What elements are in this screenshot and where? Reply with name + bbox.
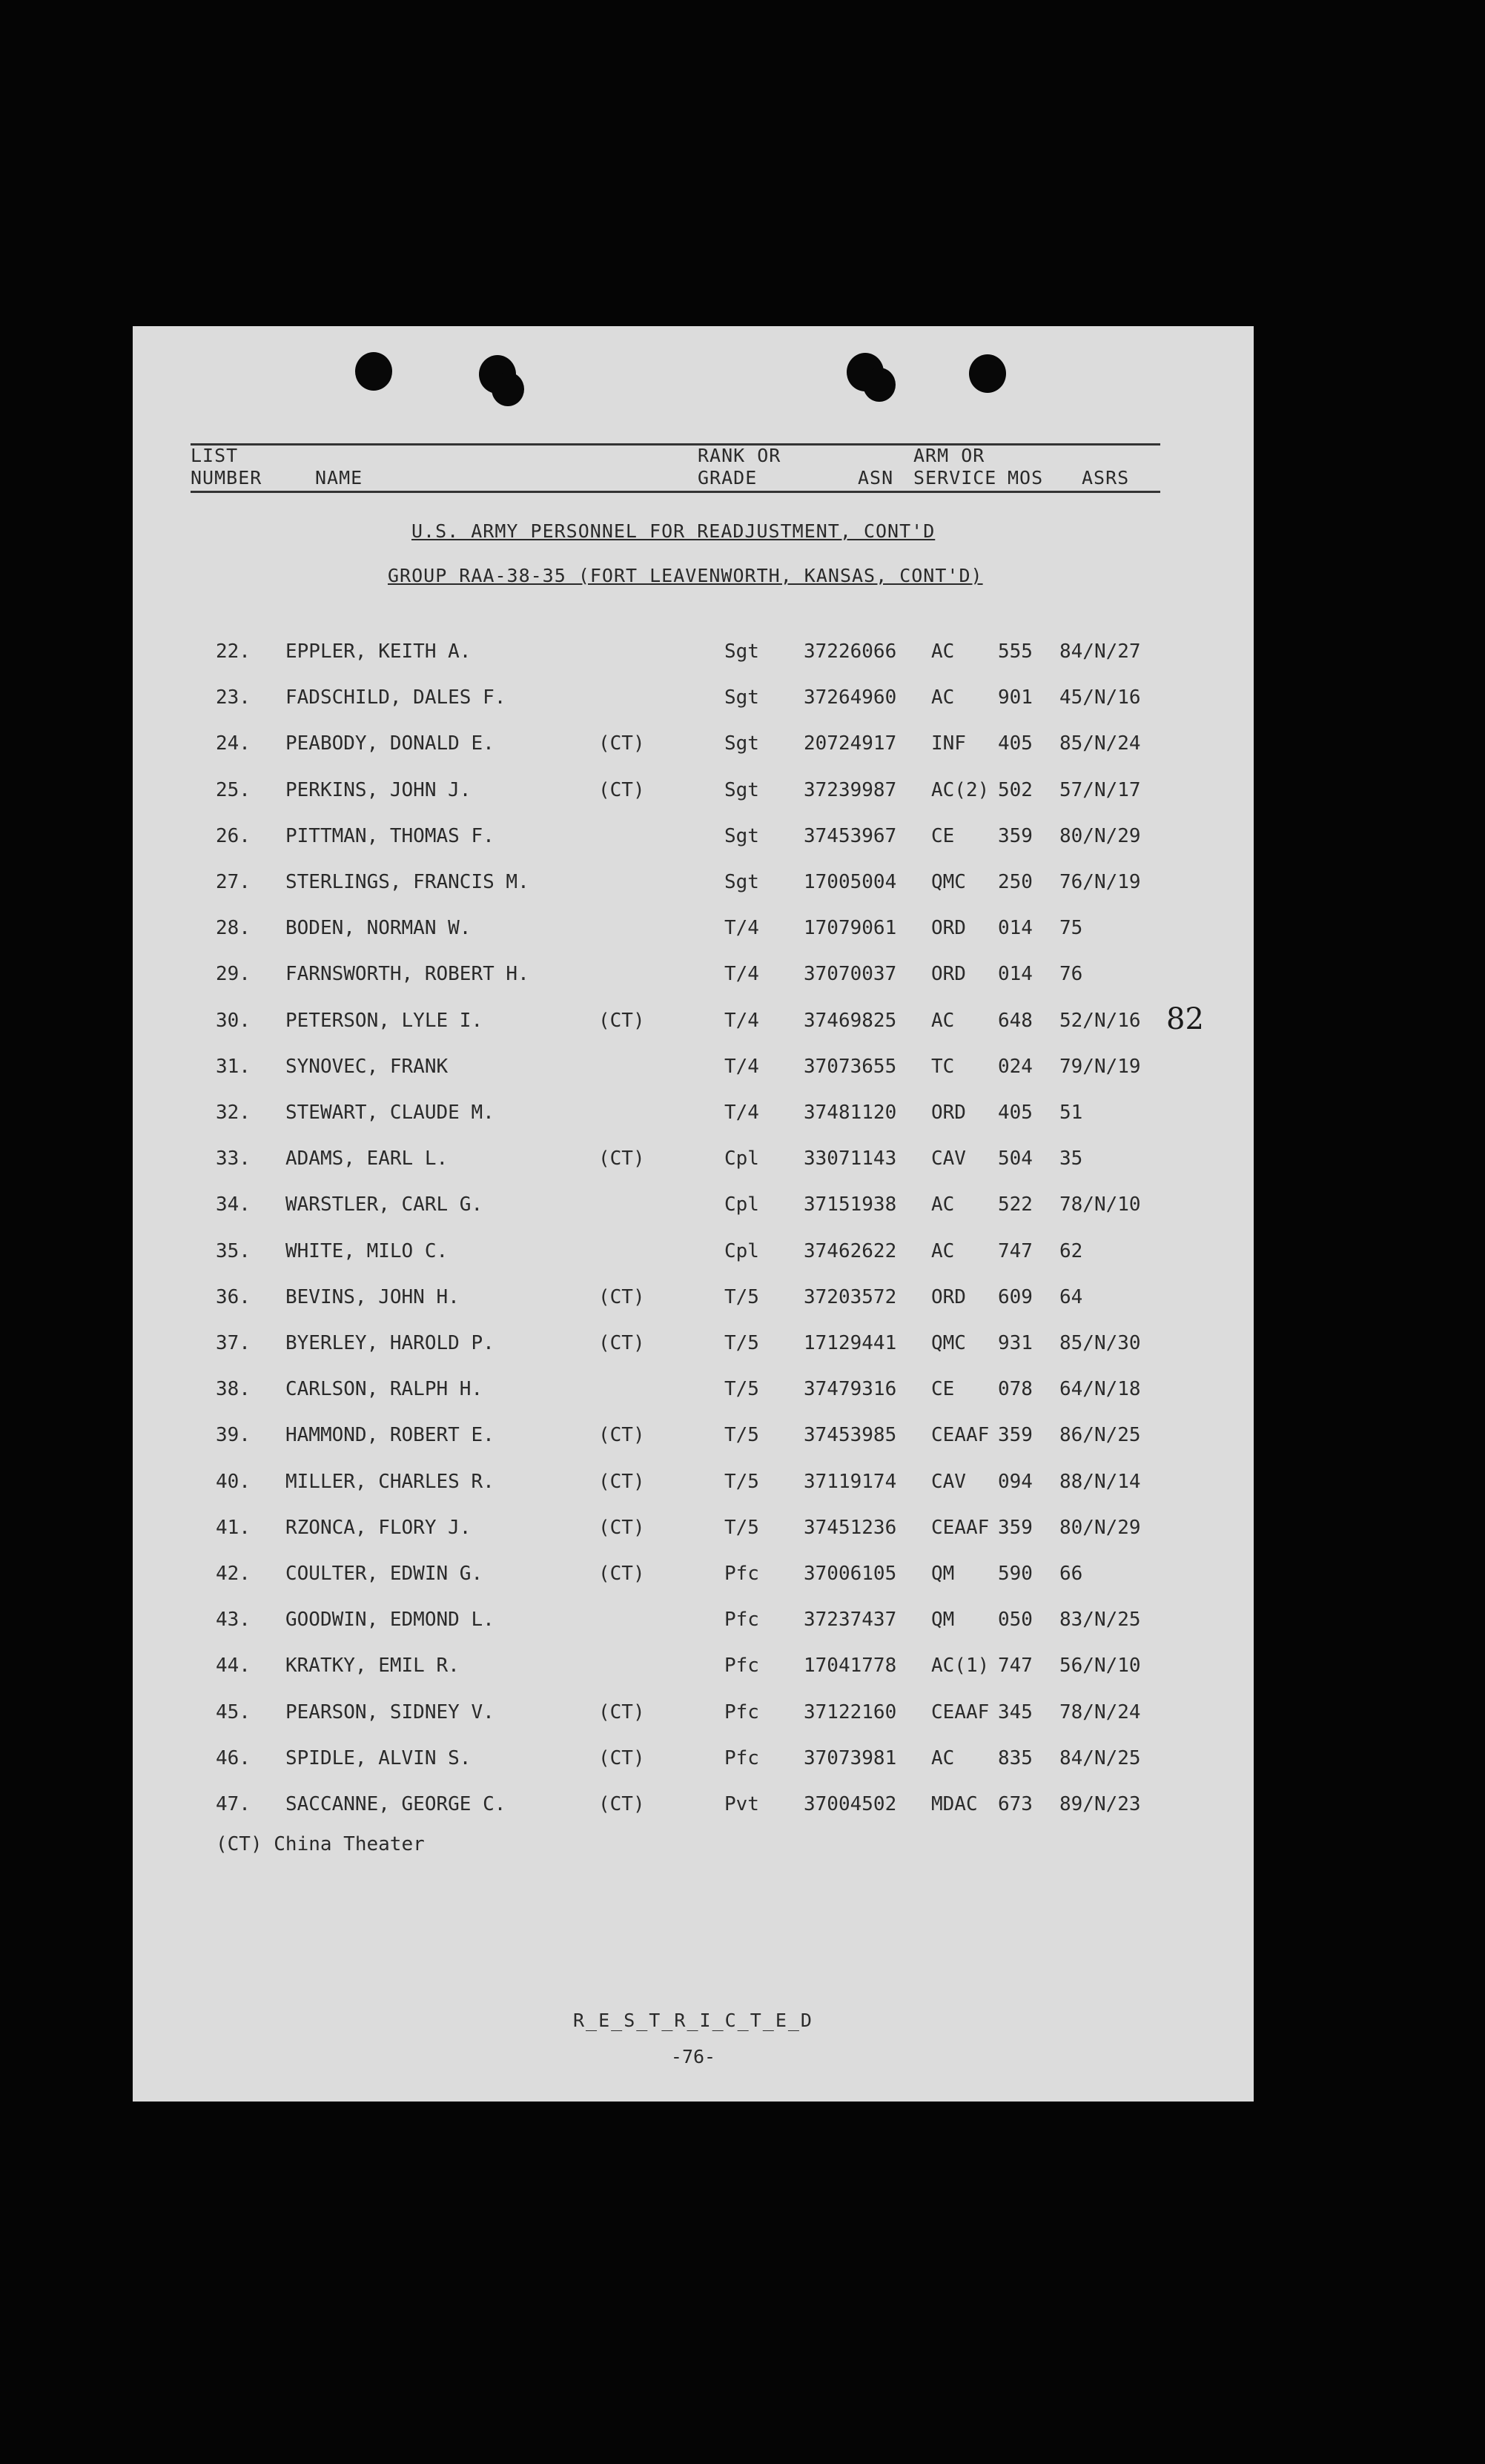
cell-mos: 747 xyxy=(998,1240,1033,1262)
cell-mos: 747 xyxy=(998,1655,1033,1677)
table-row xyxy=(133,1559,1254,1589)
cell-arm: TC xyxy=(931,1056,955,1078)
cell-arm: CE xyxy=(931,825,955,847)
table-row xyxy=(133,729,1254,758)
col-name: NAME xyxy=(315,467,363,489)
table-row xyxy=(133,1513,1254,1543)
cell-asn: 37073981 xyxy=(804,1747,897,1769)
cell-mos: 078 xyxy=(998,1378,1033,1400)
cell-name: WHITE, MILO C. xyxy=(285,1240,449,1262)
footnote: (CT) China Theater xyxy=(216,1833,425,1855)
table-row xyxy=(133,1789,1254,1819)
table-row xyxy=(133,1190,1254,1219)
cell-asrs: 56/N/10 xyxy=(1059,1655,1141,1677)
cell-mos: 014 xyxy=(998,917,1033,939)
cell-asn: 37122160 xyxy=(804,1701,897,1723)
cell-asrs: 84/N/25 xyxy=(1059,1747,1141,1769)
cell-ct: (CT) xyxy=(598,1286,645,1308)
cell-rank: Pvt xyxy=(724,1793,759,1815)
table-row xyxy=(133,1144,1254,1173)
cell-rank: T/5 xyxy=(724,1286,759,1308)
cell-arm: CAV xyxy=(931,1147,966,1170)
cell-name: BODEN, NORMAN W. xyxy=(285,917,472,939)
cell-asn: 37453985 xyxy=(804,1424,897,1446)
cell-num: 41. xyxy=(216,1517,251,1539)
cell-arm: CE xyxy=(931,1378,955,1400)
cell-ct: (CT) xyxy=(598,1747,645,1769)
cell-arm: QM xyxy=(931,1563,955,1585)
cell-asrs: 89/N/23 xyxy=(1059,1793,1141,1815)
cell-num: 32. xyxy=(216,1102,251,1124)
cell-asrs: 64/N/18 xyxy=(1059,1378,1141,1400)
page-title: U.S. ARMY PERSONNEL FOR READJUSTMENT, CONT'D xyxy=(411,520,936,542)
cell-arm: INF xyxy=(931,732,966,755)
cell-asn: 37453967 xyxy=(804,825,897,847)
cell-num: 40. xyxy=(216,1471,251,1493)
cell-name: PITTMAN, THOMAS F. xyxy=(285,825,495,847)
cell-num: 36. xyxy=(216,1286,251,1308)
cell-ct: (CT) xyxy=(598,1147,645,1170)
cell-num: 37. xyxy=(216,1332,251,1354)
cell-ct: (CT) xyxy=(598,1701,645,1723)
cell-asn: 37479316 xyxy=(804,1378,897,1400)
cell-name: MILLER, CHARLES R. xyxy=(285,1471,495,1493)
cell-asrs: 35 xyxy=(1059,1147,1083,1170)
cell-asrs: 83/N/25 xyxy=(1059,1609,1141,1631)
cell-arm: AC xyxy=(931,1010,955,1032)
cell-num: 27. xyxy=(216,871,251,893)
cell-asn: 37070037 xyxy=(804,963,897,985)
cell-num: 39. xyxy=(216,1424,251,1446)
cell-name: WARSTLER, CARL G. xyxy=(285,1193,483,1216)
cell-asrs: 78/N/10 xyxy=(1059,1193,1141,1216)
cell-name: PEABODY, DONALD E. xyxy=(285,732,495,755)
cell-num: 44. xyxy=(216,1655,251,1677)
table-row xyxy=(133,775,1254,805)
cell-arm: AC(1) xyxy=(931,1655,990,1677)
cell-mos: 359 xyxy=(998,1424,1033,1446)
col-arm-line1: ARM OR xyxy=(913,445,985,466)
cell-num: 34. xyxy=(216,1193,251,1216)
cell-asrs: 45/N/16 xyxy=(1059,686,1141,709)
punch-hole xyxy=(969,354,1006,393)
cell-rank: T/5 xyxy=(724,1471,759,1493)
cell-mos: 648 xyxy=(998,1010,1033,1032)
cell-num: 33. xyxy=(216,1147,251,1170)
cell-num: 22. xyxy=(216,640,251,663)
cell-num: 25. xyxy=(216,779,251,801)
cell-mos: 094 xyxy=(998,1471,1033,1493)
cell-asrs: 75 xyxy=(1059,917,1083,939)
cell-name: COULTER, EDWIN G. xyxy=(285,1563,483,1585)
header-rule-bottom xyxy=(191,491,1160,493)
cell-arm: AC xyxy=(931,1240,955,1262)
punch-hole xyxy=(863,368,896,402)
table-row xyxy=(133,1328,1254,1358)
col-asrs: ASRS xyxy=(1082,467,1130,489)
cell-num: 43. xyxy=(216,1609,251,1631)
cell-ct: (CT) xyxy=(598,1424,645,1446)
cell-asn: 37481120 xyxy=(804,1102,897,1124)
cell-asn: 17129441 xyxy=(804,1332,897,1354)
cell-arm: CEAAF xyxy=(931,1701,990,1723)
cell-asn: 33071143 xyxy=(804,1147,897,1170)
cell-name: SPIDLE, ALVIN S. xyxy=(285,1747,472,1769)
table-row xyxy=(133,1420,1254,1450)
cell-name: STEWART, CLAUDE M. xyxy=(285,1102,495,1124)
cell-rank: Cpl xyxy=(724,1240,759,1262)
col-mos: MOS xyxy=(1008,467,1044,489)
cell-rank: Pfc xyxy=(724,1563,759,1585)
cell-name: FARNSWORTH, ROBERT H. xyxy=(285,963,529,985)
cell-arm: AC xyxy=(931,1193,955,1216)
cell-asrs: 57/N/17 xyxy=(1059,779,1141,801)
cell-mos: 405 xyxy=(998,1102,1033,1124)
cell-name: EPPLER, KEITH A. xyxy=(285,640,472,663)
cell-name: STERLINGS, FRANCIS M. xyxy=(285,871,529,893)
cell-num: 30. xyxy=(216,1010,251,1032)
cell-mos: 405 xyxy=(998,732,1033,755)
cell-mos: 504 xyxy=(998,1147,1033,1170)
table-row xyxy=(133,1374,1254,1404)
cell-name: KRATKY, EMIL R. xyxy=(285,1655,460,1677)
cell-mos: 609 xyxy=(998,1286,1033,1308)
cell-asn: 17005004 xyxy=(804,871,897,893)
cell-asrs: 80/N/29 xyxy=(1059,1517,1141,1539)
cell-asn: 37264960 xyxy=(804,686,897,709)
table-row xyxy=(133,683,1254,712)
table-row xyxy=(133,1098,1254,1127)
cell-num: 46. xyxy=(216,1747,251,1769)
cell-name: FADSCHILD, DALES F. xyxy=(285,686,506,709)
cell-ct: (CT) xyxy=(598,1563,645,1585)
cell-rank: Sgt xyxy=(724,825,759,847)
page-number: -76- xyxy=(670,2046,716,2067)
cell-num: 38. xyxy=(216,1378,251,1400)
cell-asrs: 76/N/19 xyxy=(1059,871,1141,893)
cell-arm: ORD xyxy=(931,1102,966,1124)
cell-mos: 345 xyxy=(998,1701,1033,1723)
cell-asrs: 88/N/14 xyxy=(1059,1471,1141,1493)
table-row xyxy=(133,959,1254,989)
cell-rank: T/4 xyxy=(724,1010,759,1032)
cell-rank: Cpl xyxy=(724,1147,759,1170)
col-list-line1: LIST xyxy=(191,445,239,466)
cell-asn: 17079061 xyxy=(804,917,897,939)
cell-rank: T/5 xyxy=(724,1332,759,1354)
cell-num: 35. xyxy=(216,1240,251,1262)
table-row xyxy=(133,821,1254,851)
cell-name: SYNOVEC, FRANK xyxy=(285,1056,449,1078)
col-arm-line2: SERVICE xyxy=(913,467,997,489)
cell-ct: (CT) xyxy=(598,1517,645,1539)
cell-rank: Sgt xyxy=(724,732,759,755)
table-row xyxy=(133,1282,1254,1312)
cell-num: 45. xyxy=(216,1701,251,1723)
cell-asn: 37469825 xyxy=(804,1010,897,1032)
cell-arm: ORD xyxy=(931,1286,966,1308)
cell-name: CARLSON, RALPH H. xyxy=(285,1378,483,1400)
cell-name: ADAMS, EARL L. xyxy=(285,1147,449,1170)
table-row xyxy=(133,1052,1254,1082)
cell-arm: MDAC xyxy=(931,1793,978,1815)
cell-rank: Sgt xyxy=(724,779,759,801)
cell-ct: (CT) xyxy=(598,1010,645,1032)
cell-arm: QMC xyxy=(931,1332,966,1354)
cell-mos: 555 xyxy=(998,640,1033,663)
cell-mos: 024 xyxy=(998,1056,1033,1078)
table-row xyxy=(133,913,1254,943)
cell-asrs: 64 xyxy=(1059,1286,1083,1308)
cell-num: 31. xyxy=(216,1056,251,1078)
restricted-marking: R_E_S_T_R_I_C_T_E_D xyxy=(573,2010,813,2031)
cell-asn: 37073655 xyxy=(804,1056,897,1078)
cell-asn: 37462622 xyxy=(804,1240,897,1262)
cell-mos: 673 xyxy=(998,1793,1033,1815)
cell-name: BYERLEY, HAROLD P. xyxy=(285,1332,495,1354)
cell-asn: 37151938 xyxy=(804,1193,897,1216)
table-row xyxy=(133,1605,1254,1635)
cell-asrs: 66 xyxy=(1059,1563,1083,1585)
cell-num: 24. xyxy=(216,732,251,755)
cell-arm: QM xyxy=(931,1609,955,1631)
cell-asn: 37239987 xyxy=(804,779,897,801)
cell-name: HAMMOND, ROBERT E. xyxy=(285,1424,495,1446)
cell-rank: Sgt xyxy=(724,640,759,663)
col-asn: ASN xyxy=(858,467,894,489)
cell-mos: 502 xyxy=(998,779,1033,801)
cell-asn: 37226066 xyxy=(804,640,897,663)
cell-name: GOODWIN, EDMOND L. xyxy=(285,1609,495,1631)
cell-name: SACCANNE, GEORGE C. xyxy=(285,1793,506,1815)
cell-asn: 37203572 xyxy=(804,1286,897,1308)
cell-arm: AC xyxy=(931,1747,955,1769)
cell-arm: CEAAF xyxy=(931,1517,990,1539)
cell-name: PETERSON, LYLE I. xyxy=(285,1010,483,1032)
cell-asn: 37451236 xyxy=(804,1517,897,1539)
cell-rank: T/5 xyxy=(724,1517,759,1539)
cell-ct: (CT) xyxy=(598,779,645,801)
cell-num: 28. xyxy=(216,917,251,939)
cell-arm: CEAAF xyxy=(931,1424,990,1446)
cell-asrs: 86/N/25 xyxy=(1059,1424,1141,1446)
cell-rank: Pfc xyxy=(724,1701,759,1723)
cell-arm: AC(2) xyxy=(931,779,990,801)
cell-asrs: 76 xyxy=(1059,963,1083,985)
table-row xyxy=(133,1698,1254,1727)
cell-arm: AC xyxy=(931,686,955,709)
cell-arm: ORD xyxy=(931,917,966,939)
cell-asn: 17041778 xyxy=(804,1655,897,1677)
cell-rank: T/4 xyxy=(724,963,759,985)
cell-num: 29. xyxy=(216,963,251,985)
cell-num: 47. xyxy=(216,1793,251,1815)
cell-arm: QMC xyxy=(931,871,966,893)
cell-asrs: 52/N/16 xyxy=(1059,1010,1141,1032)
cell-rank: T/5 xyxy=(724,1378,759,1400)
cell-num: 26. xyxy=(216,825,251,847)
cell-asrs: 85/N/24 xyxy=(1059,732,1141,755)
cell-asrs: 78/N/24 xyxy=(1059,1701,1141,1723)
cell-mos: 250 xyxy=(998,871,1033,893)
cell-ct: (CT) xyxy=(598,732,645,755)
cell-rank: T/4 xyxy=(724,1102,759,1124)
cell-rank: T/5 xyxy=(724,1424,759,1446)
cell-mos: 050 xyxy=(998,1609,1033,1631)
cell-mos: 522 xyxy=(998,1193,1033,1216)
cell-rank: Pfc xyxy=(724,1655,759,1677)
cell-ct: (CT) xyxy=(598,1793,645,1815)
cell-rank: Sgt xyxy=(724,686,759,709)
cell-asn: 37237437 xyxy=(804,1609,897,1631)
cell-asn: 37006105 xyxy=(804,1563,897,1585)
table-row xyxy=(133,1651,1254,1680)
cell-asrs: 84/N/27 xyxy=(1059,640,1141,663)
cell-mos: 901 xyxy=(998,686,1033,709)
cell-ct: (CT) xyxy=(598,1332,645,1354)
cell-asn: 37004502 xyxy=(804,1793,897,1815)
cell-rank: Pfc xyxy=(724,1747,759,1769)
document-page xyxy=(133,326,1254,2102)
cell-name: BEVINS, JOHN H. xyxy=(285,1286,460,1308)
cell-asn: 37119174 xyxy=(804,1471,897,1493)
table-row xyxy=(133,867,1254,897)
punch-hole xyxy=(355,352,392,391)
cell-arm: AC xyxy=(931,640,955,663)
cell-asn: 20724917 xyxy=(804,732,897,755)
table-row xyxy=(133,1236,1254,1266)
cell-name: PERKINS, JOHN J. xyxy=(285,779,472,801)
cell-asrs: 85/N/30 xyxy=(1059,1332,1141,1354)
cell-asrs: 80/N/29 xyxy=(1059,825,1141,847)
cell-num: 23. xyxy=(216,686,251,709)
col-rank-line1: RANK OR xyxy=(698,445,781,466)
cell-asrs: 51 xyxy=(1059,1102,1083,1124)
cell-name: PEARSON, SIDNEY V. xyxy=(285,1701,495,1723)
cell-rank: Pfc xyxy=(724,1609,759,1631)
table-row xyxy=(133,1743,1254,1773)
cell-asrs: 79/N/19 xyxy=(1059,1056,1141,1078)
cell-mos: 359 xyxy=(998,1517,1033,1539)
cell-mos: 931 xyxy=(998,1332,1033,1354)
cell-ct: (CT) xyxy=(598,1471,645,1493)
table-row xyxy=(133,637,1254,666)
cell-mos: 590 xyxy=(998,1563,1033,1585)
cell-num: 42. xyxy=(216,1563,251,1585)
cell-mos: 014 xyxy=(998,963,1033,985)
col-list-line2: NUMBER xyxy=(191,467,262,489)
punch-hole xyxy=(492,372,524,406)
cell-asrs: 62 xyxy=(1059,1240,1083,1262)
cell-rank: Cpl xyxy=(724,1193,759,1216)
group-subtitle: GROUP RAA-38-35 (FORT LEAVENWORTH, KANSAS, CONT'D) xyxy=(388,565,983,586)
header-rule-top xyxy=(191,443,1160,446)
cell-rank: T/4 xyxy=(724,1056,759,1078)
table-row xyxy=(133,1467,1254,1497)
cell-name: RZONCA, FLORY J. xyxy=(285,1517,472,1539)
handwritten-margin-note: 82 xyxy=(1166,1002,1204,1036)
cell-mos: 835 xyxy=(998,1747,1033,1769)
cell-rank: T/4 xyxy=(724,917,759,939)
cell-mos: 359 xyxy=(998,825,1033,847)
cell-arm: ORD xyxy=(931,963,966,985)
table-row xyxy=(133,1006,1254,1036)
cell-arm: CAV xyxy=(931,1471,966,1493)
cell-rank: Sgt xyxy=(724,871,759,893)
col-rank-line2: GRADE xyxy=(698,467,758,489)
